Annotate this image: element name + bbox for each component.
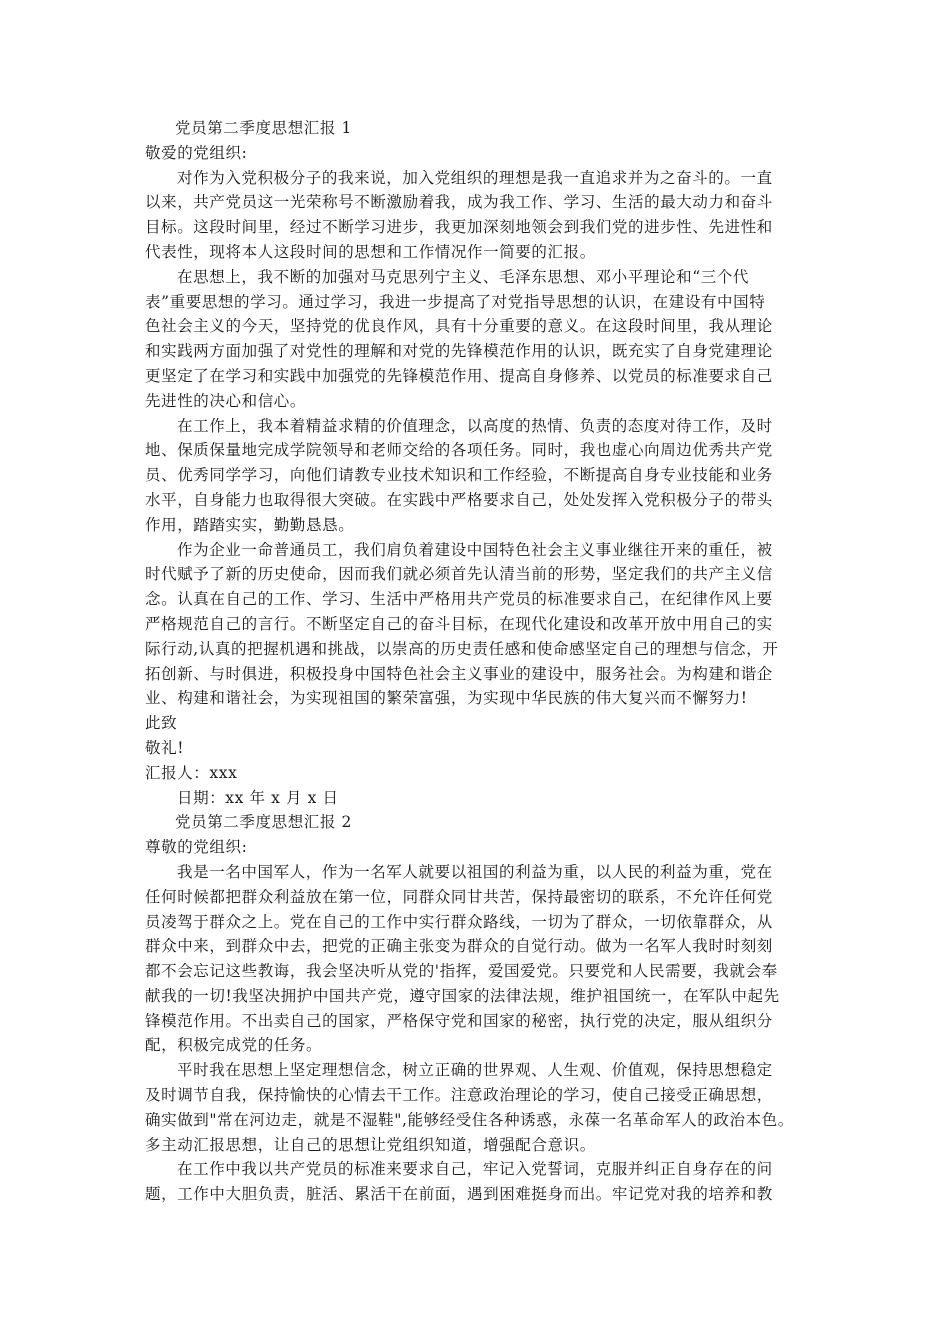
paragraph-line: 作用，踏踏实实，勤勤恳恳。 [145, 515, 355, 534]
paragraph-line: 群众中来，到群众中去，把党的正确主张变为群众的自觉行动。做为一名军人我时时刻刻 [145, 937, 773, 956]
paragraph-line: 先进性的决心和信心。 [145, 391, 307, 410]
paragraph-line: 目标。这段时间里，经过不断学习进步，我更加深刻地领会到我们党的进步性、先进性和 [145, 218, 773, 237]
paragraph-line: 表”重要思想的学习。通过学习，我进一步提高了对党指导思想的认识，在建设有中国特 [145, 292, 766, 311]
report-1-paragraph-1 [145, 166, 835, 265]
paragraph-line: 确实做到"常在河边走，就是不湿鞋",能够经受住各种诱惑，永葆一名革命军人的政治本色。 [145, 1110, 794, 1129]
report-2-title: 党员第二季度思想汇报 2 [175, 813, 352, 832]
paragraph-line: 地、保质保量地完成学院领导和老师交给的各项任务。同时，我也虚心向周边优秀共产党 [145, 441, 773, 460]
paragraph-line: 代表性，现将本人这段时间的思想和工作情况作一简要的汇报。 [145, 242, 596, 261]
report-2-paragraph-1 [145, 860, 835, 1058]
report-1-date: 日期：xx 年 x 月 x 日 [177, 788, 339, 807]
paragraph-line: 色社会主义的今天，坚持党的优良作风，具有十分重要的意义。在这段时间里，我从理论 [145, 317, 773, 336]
paragraph-line: 在工作中我以共产党员的标准来要求自己，牢记入党誓词，克服并纠正自身存在的问 [177, 1160, 773, 1179]
report-1-closing-2: 敬礼! [145, 738, 185, 757]
paragraph-line: 际行动,认真的把握机遇和挑战，以崇高的历史责任感和使命感坚定自己的理想与信念，开 [145, 639, 779, 658]
report-2-paragraph-2 [145, 1058, 835, 1157]
paragraph-line: 业、构建和谐社会，为实现祖国的繁荣富强，为实现中华民族的伟大复兴而不懈努力! [145, 689, 748, 708]
paragraph-line: 我是一名中国军人，作为一名军人就要以祖国的利益为重，以人民的利益为重，党在 [177, 862, 773, 881]
paragraph-line: 题，工作中大胆负责，脏活、累活干在前面，遇到困难挺身而出。牢记党对我的培养和教 [145, 1185, 773, 1204]
report-1-title: 党员第二季度思想汇报 1 [175, 119, 352, 137]
paragraph-line: 念。认真在自己的工作、学习、生活中严格用共产党员的标准要求自己，在纪律作风上要 [145, 590, 773, 609]
paragraph-line: 员、优秀同学学习，向他们请教专业技术知识和工作经验，不断提高自身专业技能和业务 [145, 466, 773, 485]
paragraph-line: 水平，自身能力也取得很大突破。在实践中严格要求自己，处处发挥入党积极分子的带头 [145, 490, 773, 509]
report-1-closing-1: 此致 [145, 714, 178, 733]
paragraph-line: 配，积极完成党的任务。 [145, 1036, 323, 1055]
paragraph-line: 任何时候都把群众利益放在第一位，同群众同甘共苦，保持最密切的联系，不允许任何党 [145, 887, 773, 906]
paragraph-line: 作为企业一命普通员工，我们肩负着建设中国特色社会主义事业继往开来的重任，被 [177, 540, 773, 559]
paragraph-line: 更坚定了在学习和实践中加强党的先锋模范作用、提高自身修养、以党员的标准要求自己 [145, 366, 773, 385]
paragraph-line: 严格规范自己的言行。不断坚定自己的奋斗目标，在现代化建设和改革开放中用自己的实 [145, 614, 773, 633]
paragraph-line: 多主动汇报思想，让自己的思想让党组织知道，增强配合意识。 [145, 1135, 596, 1154]
paragraph-line: 员凌驾于群众之上。党在自己的工作中实行群众路线，一切为了群众，一切依靠群众，从 [145, 912, 773, 931]
paragraph-line: 以来，共产党员这一光荣称号不断激励着我，成为我工作、学习、生活的最大动力和奋斗 [145, 193, 773, 212]
paragraph-line: 对作为入党积极分子的我来说，加入党组织的理想是我一直追求并为之奋斗的。一直 [177, 168, 773, 187]
report-1-salutation: 敬爱的党组织: [145, 143, 248, 162]
report-1-paragraph-4 [145, 538, 835, 712]
report-1-paragraph-2 [145, 265, 835, 414]
report-1-reporter: 汇报人：xxx [145, 763, 238, 782]
paragraph-line: 及时调节自我，保持愉快的心情去干工作。注意政治理论的学习，使自己接受正确思想， [145, 1086, 773, 1105]
document-page [145, 116, 835, 1207]
report-2-salutation: 尊敬的党组织: [145, 838, 248, 857]
paragraph-line: 都不会忘记这些教诲，我会坚决听从党的'指挥，爱国爱党。只要党和人民需要，我就会奉 [145, 962, 778, 981]
paragraph-line: 拓创新、与时俱进，积极投身中国特色社会主义事业的建设中，服务社会。为构建和谐企 [145, 664, 773, 683]
report-2-paragraph-3 [145, 1157, 835, 1207]
paragraph-line: 在思想上，我不断的加强对马克思列宁主义、毛泽东思想、邓小平理论和“三个代 [177, 267, 750, 286]
report-1-paragraph-3 [145, 414, 835, 538]
paragraph-line: 平时我在思想上坚定理想信念，树立正确的世界观、人生观、价值观，保持思想稳定 [177, 1061, 773, 1080]
paragraph-line: 时代赋予了新的历史使命，因而我们就必须首先认清当前的形势，坚定我们的共产主义信 [145, 565, 773, 584]
paragraph-line: 在工作上，我本着精益求精的价值理念，以高度的热情、负责的态度对待工作，及时 [177, 416, 773, 435]
paragraph-line: 和实践两方面加强了对党性的理解和对党的先锋模范作用的认识，既充实了自身党建理论 [145, 342, 773, 361]
paragraph-line: 献我的一切!我坚决拥护中国共产党，遵守国家的法律法规，维护祖国统一，在军队中起先 [145, 986, 780, 1005]
paragraph-line: 锋模范作用。不出卖自己的国家，严格保守党和国家的秘密，执行党的决定，服从组织分 [145, 1011, 773, 1030]
